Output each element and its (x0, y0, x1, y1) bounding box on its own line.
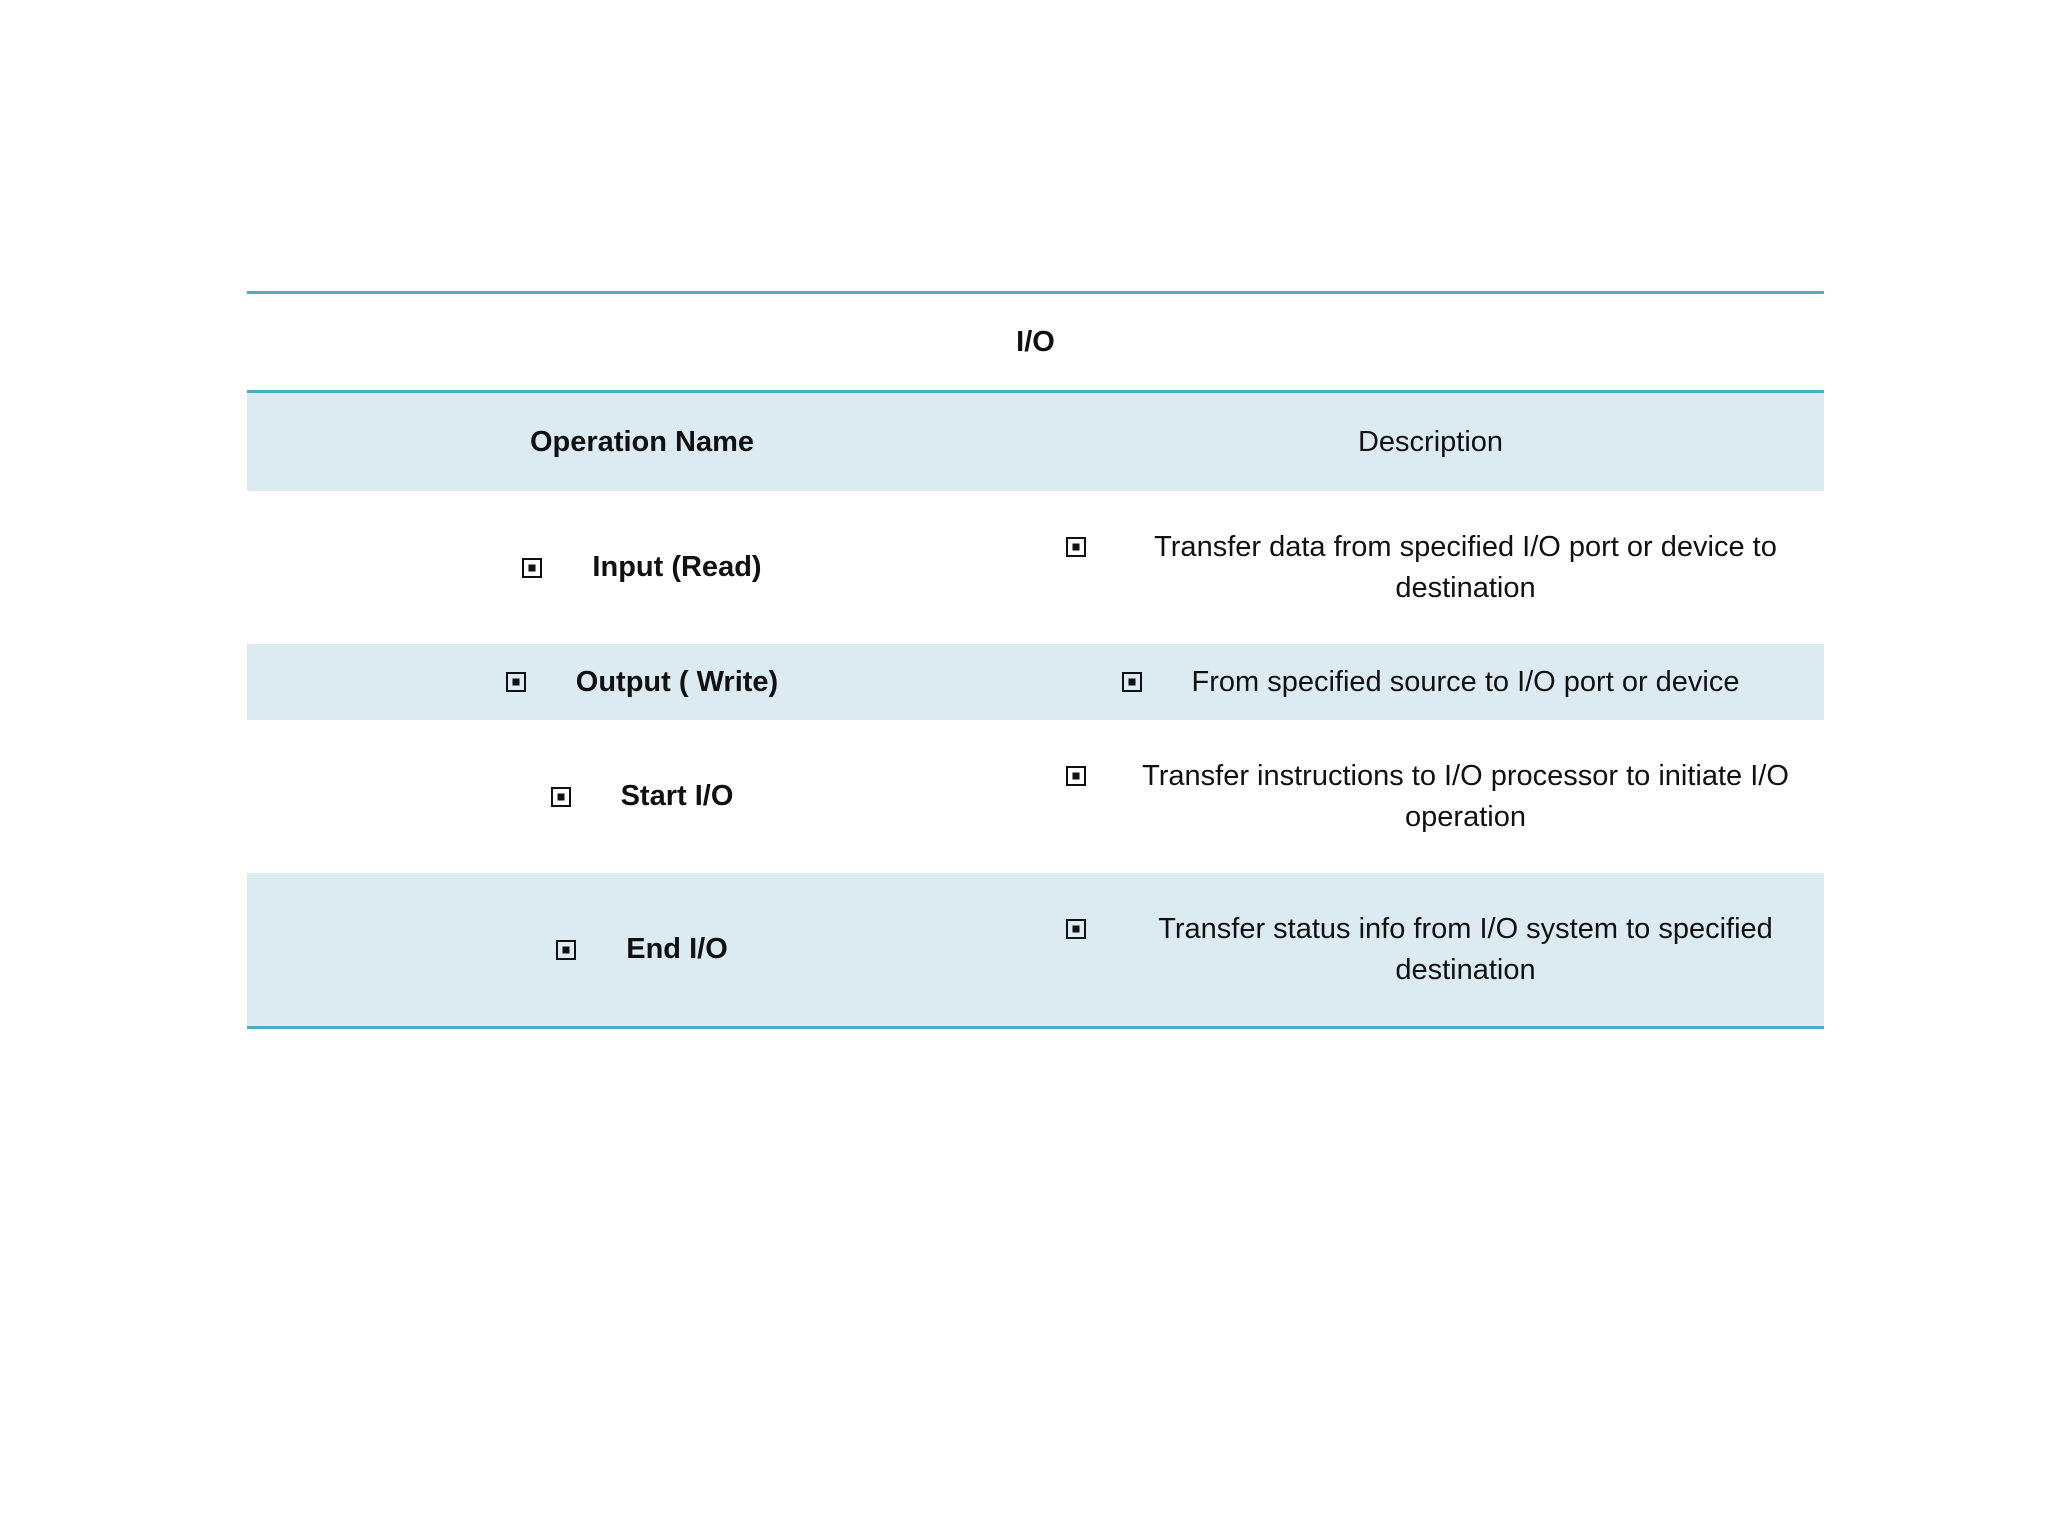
description-cell (1037, 720, 1824, 873)
operation-name: Output ( Write) (575, 665, 779, 698)
io-operations-table (247, 291, 1824, 1029)
boxed-dot-icon (1122, 672, 1142, 692)
table-row (247, 873, 1824, 1026)
boxed-dot-icon (1066, 766, 1086, 786)
boxed-dot-icon (1066, 919, 1086, 939)
operation-cell (247, 644, 1037, 720)
operation-description: From specified source to I/O port or device (1191, 665, 1740, 698)
boxed-dot-icon (506, 672, 526, 692)
operation-description: Transfer data from specified I/O port or device to destination (1154, 530, 1777, 604)
operation-name: End I/O (626, 933, 728, 965)
description-cell (1037, 873, 1824, 1026)
bottom-rule (247, 1026, 1824, 1029)
operation-cell (247, 873, 1037, 1026)
boxed-dot-icon (551, 787, 571, 807)
boxed-dot-icon (522, 558, 542, 578)
description-cell (1037, 644, 1824, 720)
header-operation-name: Operation Name (530, 425, 754, 458)
operation-cell (247, 491, 1037, 644)
boxed-dot-icon (1066, 537, 1086, 557)
table-row (247, 720, 1824, 873)
operation-name: Start I/O (620, 780, 734, 812)
operation-cell (247, 720, 1037, 873)
operation-description: Transfer status info from I/O system to specified destination (1158, 912, 1773, 986)
operation-name: Input (Read) (592, 551, 762, 583)
operation-description: Transfer instructions to I/O processor to initiate I/O operation (1142, 759, 1789, 833)
table-row (247, 644, 1824, 720)
boxed-dot-icon (556, 940, 576, 960)
table-row (247, 491, 1824, 644)
table-title: I/O (1016, 325, 1055, 358)
header-description: Description (1357, 425, 1504, 458)
description-cell (1037, 491, 1824, 644)
header-row (247, 393, 1824, 491)
